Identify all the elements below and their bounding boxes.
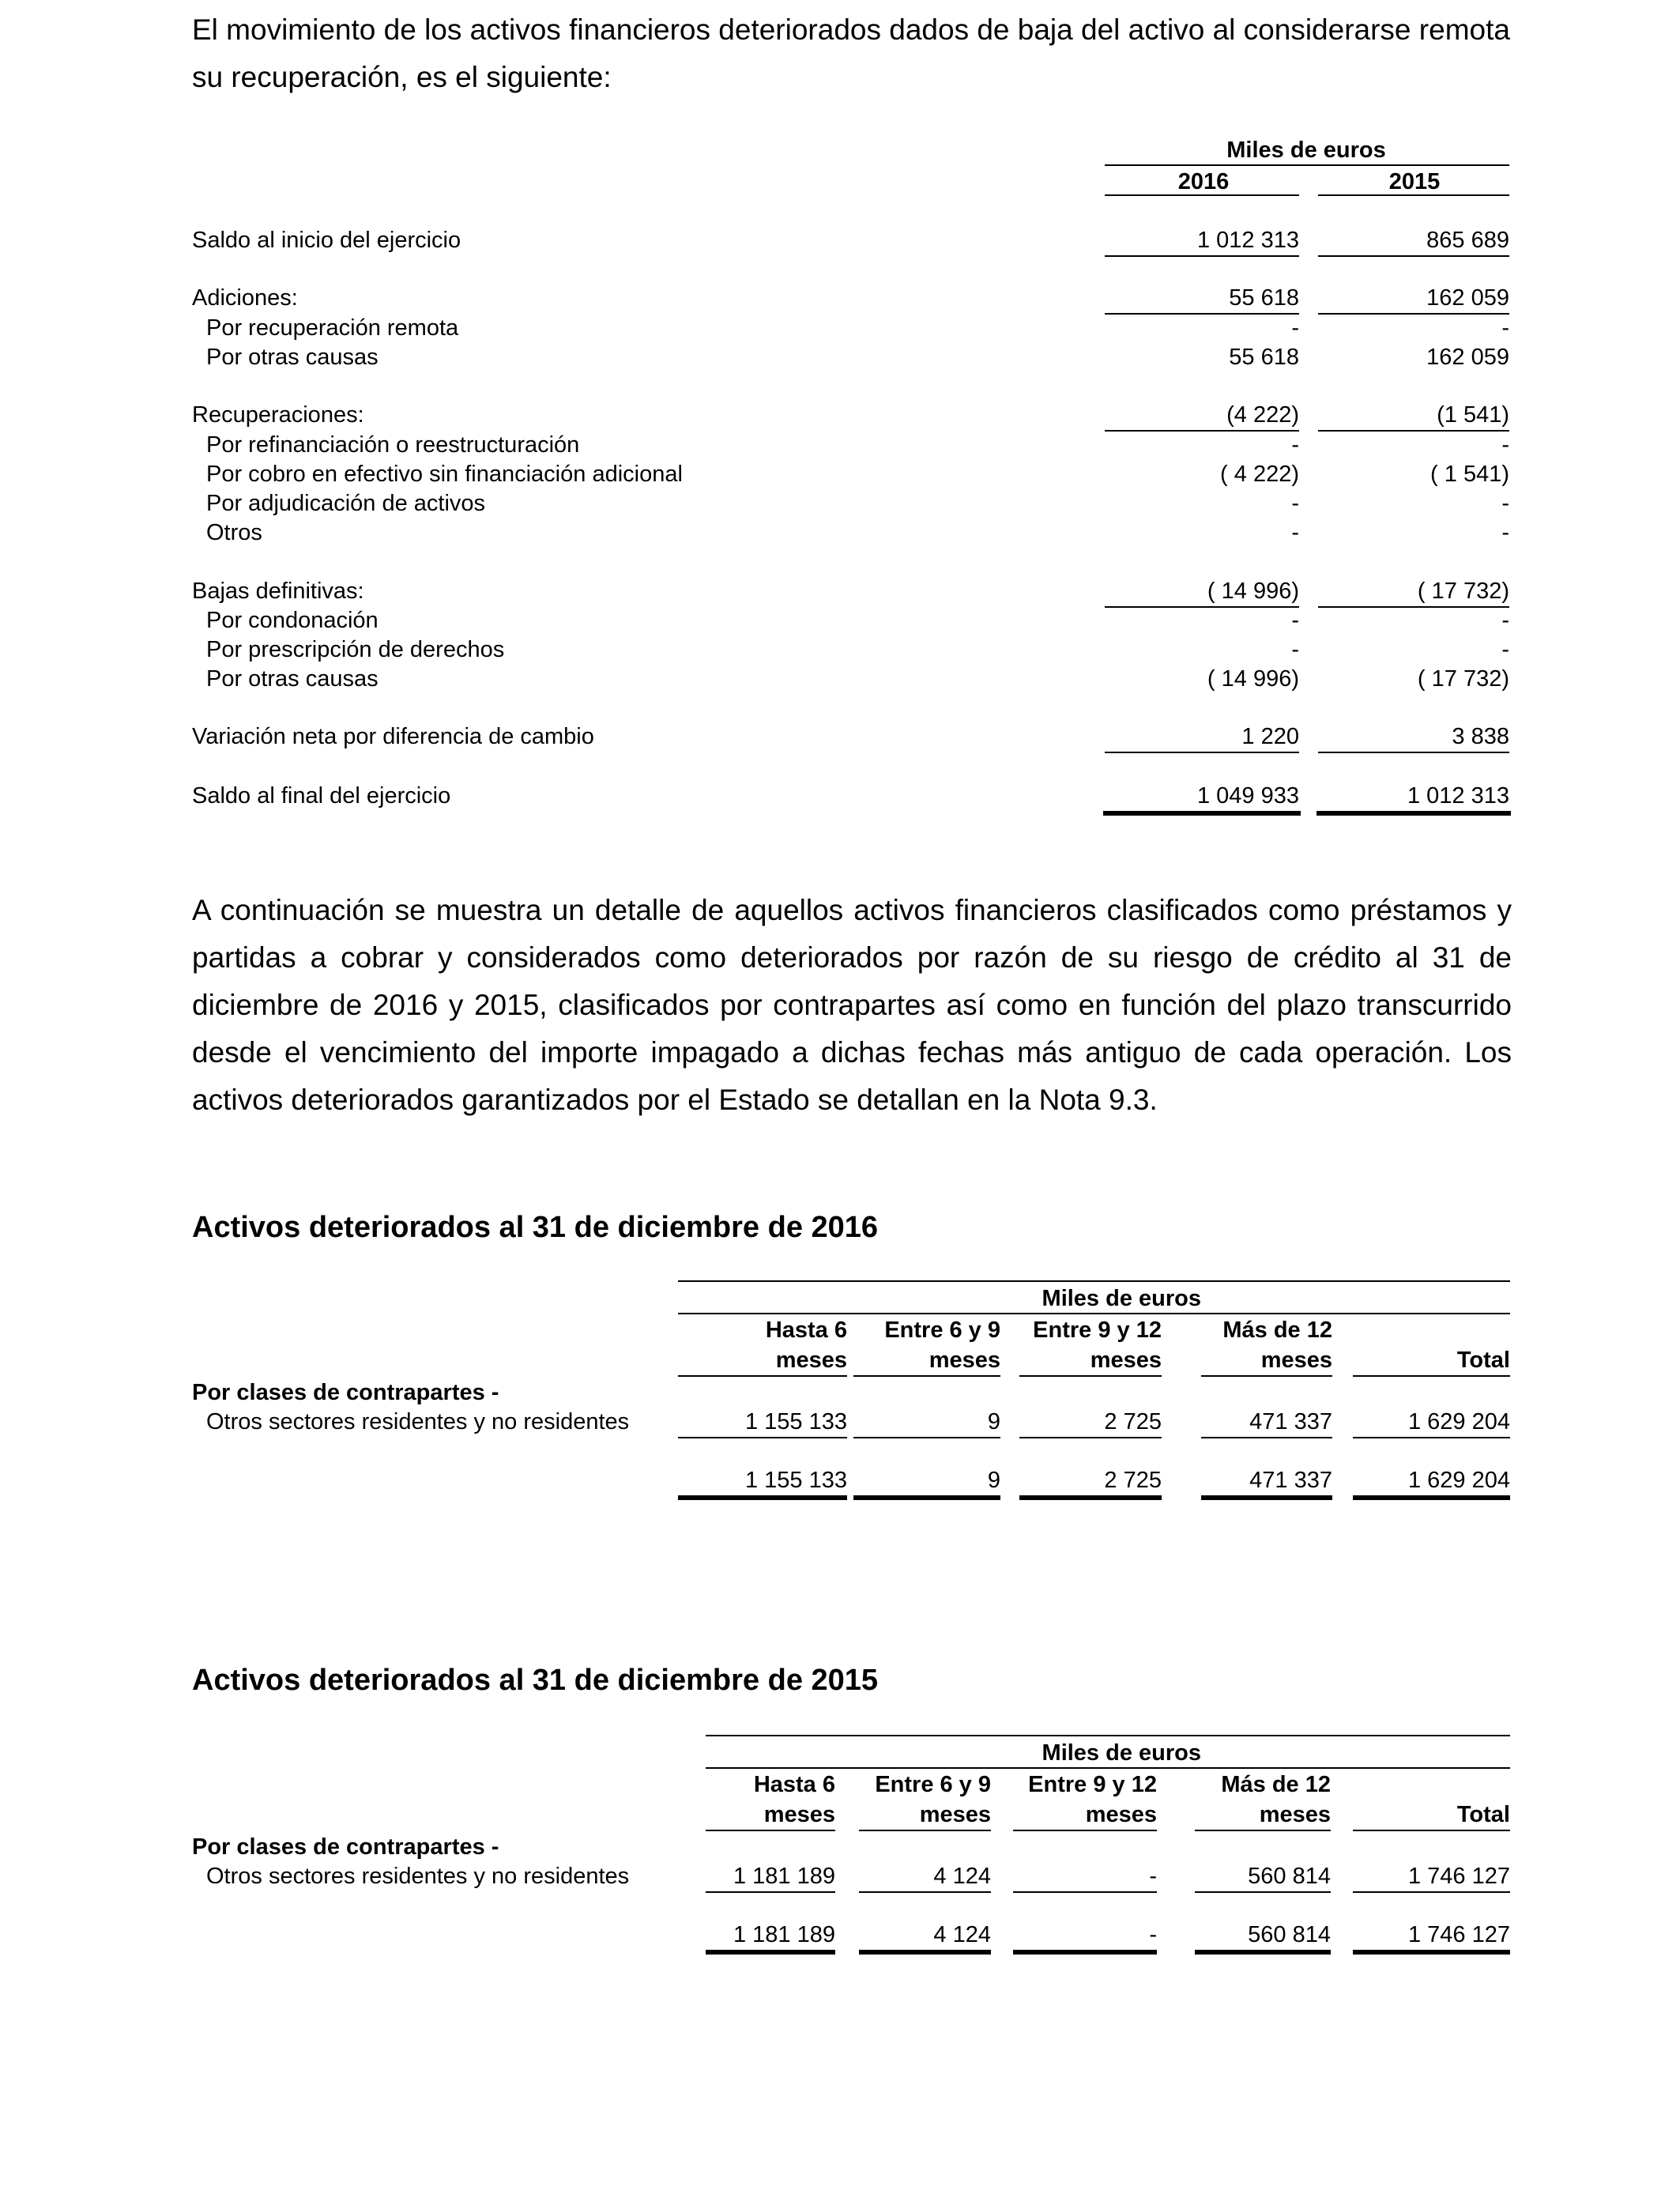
- movement-row-label: Por cobro en efectivo sin financiación adicional: [206, 462, 683, 487]
- aging-row-label: Otros sectores residentes y no residentes: [206, 1409, 630, 1434]
- aging-row-value: 4 124: [933, 1864, 991, 1889]
- movement-row-label: Por prescripción de derechos: [206, 637, 505, 662]
- aging-column-header: Hasta 6: [765, 1318, 847, 1343]
- movement-value-2015: -: [1501, 520, 1509, 545]
- aging-column-header: meses: [929, 1348, 1000, 1373]
- movement-value-2016: -: [1291, 491, 1299, 516]
- aging-row-value: 1 181 189: [733, 1864, 835, 1889]
- aging-column-header: Más de 12: [1222, 1318, 1332, 1343]
- movement-unit-rule: [1105, 164, 1509, 166]
- aging-header-rule: [1353, 1375, 1510, 1377]
- movement-value-2015: 865 689: [1426, 228, 1509, 253]
- aging-2015-title: Activos deteriorados al 31 de diciembre de 2015: [192, 1664, 879, 1697]
- movement-value-2015: 3 838: [1452, 724, 1509, 749]
- movement-table: [0, 0, 1680, 869]
- aging-row-rule: [1353, 1437, 1510, 1438]
- movement-row-label: Adiciones:: [192, 285, 298, 311]
- aging-row-label: Otros sectores residentes y no residentes: [206, 1864, 630, 1889]
- movement-row-label: Por condonación: [206, 608, 379, 633]
- movement-value-2016: -: [1291, 315, 1299, 341]
- movement-value-2015: -: [1501, 315, 1509, 341]
- aging-row-value: -: [1149, 1864, 1157, 1889]
- aging-header-rule: [706, 1830, 835, 1831]
- movement-year-2016: 2016: [1177, 169, 1230, 194]
- movement-subtotal-rule: [1318, 255, 1509, 257]
- aging-total-value: 9: [987, 1468, 1000, 1493]
- aging-header-rule: [1019, 1375, 1162, 1377]
- movement-value-2016: -: [1291, 637, 1299, 662]
- aging-total-value: 4 124: [933, 1922, 991, 1947]
- aging-header-rule: [1353, 1830, 1510, 1831]
- aging-row-value: 1 746 127: [1407, 1864, 1510, 1889]
- movement-row-label: Bajas definitivas:: [192, 579, 364, 604]
- aging-2016-table: [0, 1280, 1680, 1517]
- movement-total-rule: [1103, 811, 1301, 816]
- aging-row-rule: [1013, 1891, 1157, 1893]
- aging-row-rule: [853, 1437, 1000, 1438]
- aging-unit-header: Miles de euros: [1042, 1740, 1201, 1766]
- aging-unit-rule: [706, 1767, 1510, 1769]
- movement-value-2016: 55 618: [1229, 345, 1299, 370]
- aging-row-value: 560 814: [1248, 1864, 1331, 1889]
- movement-year-rule-2015: [1318, 194, 1509, 196]
- movement-row-label: Por refinanciación o reestructuración: [206, 432, 580, 458]
- movement-value-2016: 1 049 933: [1196, 783, 1299, 809]
- aging-row-rule: [859, 1891, 991, 1893]
- aging-header-rule: [1195, 1830, 1331, 1831]
- aging-total-rule: [1195, 1950, 1331, 1955]
- aging-row-rule: [678, 1437, 847, 1438]
- aging-top-rule: [678, 1280, 1510, 1282]
- aging-total-rule: [678, 1495, 847, 1500]
- movement-year-rule-2016: [1105, 194, 1299, 196]
- movement-value-2015: 162 059: [1426, 285, 1509, 311]
- aging-column-header: Entre 9 y 12: [1033, 1318, 1162, 1343]
- movement-row-label: Por adjudicación de activos: [206, 491, 486, 516]
- aging-total-rule: [1353, 1495, 1510, 1500]
- aging-column-header: Hasta 6: [753, 1772, 835, 1797]
- aging-column-header: meses: [763, 1802, 835, 1827]
- movement-value-2015: ( 1 541): [1430, 462, 1509, 487]
- aging-total-rule: [1013, 1950, 1157, 1955]
- aging-unit-header: Miles de euros: [1042, 1286, 1201, 1311]
- aging-total-rule: [1353, 1950, 1510, 1955]
- aging-column-header: Entre 6 y 9: [875, 1772, 991, 1797]
- aging-top-rule: [706, 1735, 1510, 1736]
- movement-value-2015: -: [1501, 432, 1509, 458]
- aging-2015-table: [0, 1735, 1680, 1972]
- aging-section-label: Por clases de contrapartes -: [192, 1380, 499, 1405]
- aging-header-rule: [1013, 1830, 1157, 1831]
- aging-2016-title: Activos deteriorados al 31 de diciembre de 2016: [192, 1211, 879, 1244]
- movement-value-2016: ( 14 996): [1207, 579, 1299, 604]
- movement-row-label: Por recuperación remota: [206, 315, 459, 341]
- movement-row-label: Por otras causas: [206, 345, 379, 370]
- aging-header-rule: [678, 1375, 847, 1377]
- aging-total-value: 471 337: [1249, 1468, 1332, 1493]
- aging-total-rule: [1019, 1495, 1162, 1500]
- movement-row-label: Por otras causas: [206, 666, 379, 692]
- aging-row-rule: [1201, 1437, 1332, 1438]
- aging-header-rule: [853, 1375, 1000, 1377]
- movement-value-2016: 1 220: [1241, 724, 1299, 749]
- aging-total-value: 1 181 189: [733, 1922, 835, 1947]
- aging-total-value: 560 814: [1248, 1922, 1331, 1947]
- aging-row-rule: [1353, 1891, 1510, 1893]
- movement-value-2015: -: [1501, 491, 1509, 516]
- aging-column-header: Total: [1456, 1348, 1510, 1373]
- aging-total-rule: [706, 1950, 835, 1955]
- movement-value-2016: -: [1291, 608, 1299, 633]
- movement-value-2015: 162 059: [1426, 345, 1509, 370]
- movement-row-label: Saldo al inicio del ejercicio: [192, 228, 461, 253]
- movement-subtotal-rule: [1318, 752, 1509, 753]
- aging-row-rule: [706, 1891, 835, 1893]
- aging-total-rule: [853, 1495, 1000, 1500]
- movement-value-2015: ( 17 732): [1417, 666, 1509, 692]
- aging-column-header: meses: [919, 1802, 991, 1827]
- aging-row-value: 1 629 204: [1407, 1409, 1510, 1434]
- aging-row-value: 2 725: [1104, 1409, 1162, 1434]
- movement-value-2016: 55 618: [1229, 285, 1299, 311]
- movement-row-label: Saldo al final del ejercicio: [192, 783, 451, 809]
- aging-column-header: Más de 12: [1221, 1772, 1331, 1797]
- intro-paragraph: El movimiento de los activos financieros deteriorados dados de baja del activo al considerarse remota su recuperación, es el siguiente:: [192, 13, 1510, 93]
- movement-value-2015: ( 17 732): [1417, 579, 1509, 604]
- aging-unit-rule: [678, 1313, 1510, 1314]
- aging-total-value: 2 725: [1104, 1468, 1162, 1493]
- aging-row-rule: [1195, 1891, 1331, 1893]
- aging-column-header: meses: [1085, 1802, 1157, 1827]
- movement-value-2016: (4 222): [1226, 402, 1299, 428]
- movement-value-2015: -: [1501, 608, 1509, 633]
- aging-column-header: meses: [1090, 1348, 1162, 1373]
- aging-row-value: 471 337: [1249, 1409, 1332, 1434]
- movement-row-label: Recuperaciones:: [192, 402, 364, 428]
- aging-column-header: meses: [775, 1348, 847, 1373]
- movement-value-2015: -: [1501, 637, 1509, 662]
- movement-value-2016: 1 012 313: [1196, 228, 1299, 253]
- movement-row-label: Otros: [206, 520, 262, 545]
- movement-total-rule: [1317, 811, 1511, 816]
- aging-total-value: 1 155 133: [744, 1468, 847, 1493]
- movement-value-2016: -: [1291, 520, 1299, 545]
- movement-year-2015: 2015: [1388, 169, 1441, 194]
- aging-column-header: Entre 6 y 9: [884, 1318, 1000, 1343]
- movement-subtotal-rule: [1105, 255, 1299, 257]
- aging-row-value: 9: [987, 1409, 1000, 1434]
- aging-column-header: Entre 9 y 12: [1028, 1772, 1157, 1797]
- movement-value-2016: ( 14 996): [1207, 666, 1299, 692]
- aging-section-label: Por clases de contrapartes -: [192, 1834, 499, 1860]
- aging-total-rule: [859, 1950, 991, 1955]
- movement-unit-header: Miles de euros: [1226, 138, 1386, 163]
- aging-total-value: 1 629 204: [1407, 1468, 1510, 1493]
- movement-value-2016: ( 4 222): [1220, 462, 1299, 487]
- movement-row-label: Variación neta por diferencia de cambio: [192, 724, 594, 749]
- aging-total-rule: [1201, 1495, 1332, 1500]
- aging-row-value: 1 155 133: [744, 1409, 847, 1434]
- aging-column-header: meses: [1259, 1802, 1331, 1827]
- movement-value-2016: -: [1291, 432, 1299, 458]
- aging-header-rule: [1201, 1375, 1332, 1377]
- aging-header-rule: [859, 1830, 991, 1831]
- aging-column-header: Total: [1456, 1802, 1510, 1827]
- aging-total-value: -: [1149, 1922, 1157, 1947]
- movement-value-2015: (1 541): [1437, 402, 1509, 428]
- aging-total-value: 1 746 127: [1407, 1922, 1510, 1947]
- movement-value-2015: 1 012 313: [1407, 783, 1509, 809]
- aging-row-rule: [1019, 1437, 1162, 1438]
- detail-paragraph: A continuación se muestra un detalle de aquellos activos financieros clasificados como préstamos y partidas a cobrar y considerados como deteriorados por razón de su riesgo de crédito al 31 de diciembre de 2016 y 2015, clasificados por contrapartes así como en función del plazo transcurrido desde el vencimiento del importe impagado a dichas fechas más antiguo de cada operación. Los activos deteriorados garantizados por el Estado se detallan en la Nota 9.3.: [192, 894, 1512, 1116]
- aging-column-header: meses: [1260, 1348, 1332, 1373]
- movement-subtotal-rule: [1105, 752, 1299, 753]
